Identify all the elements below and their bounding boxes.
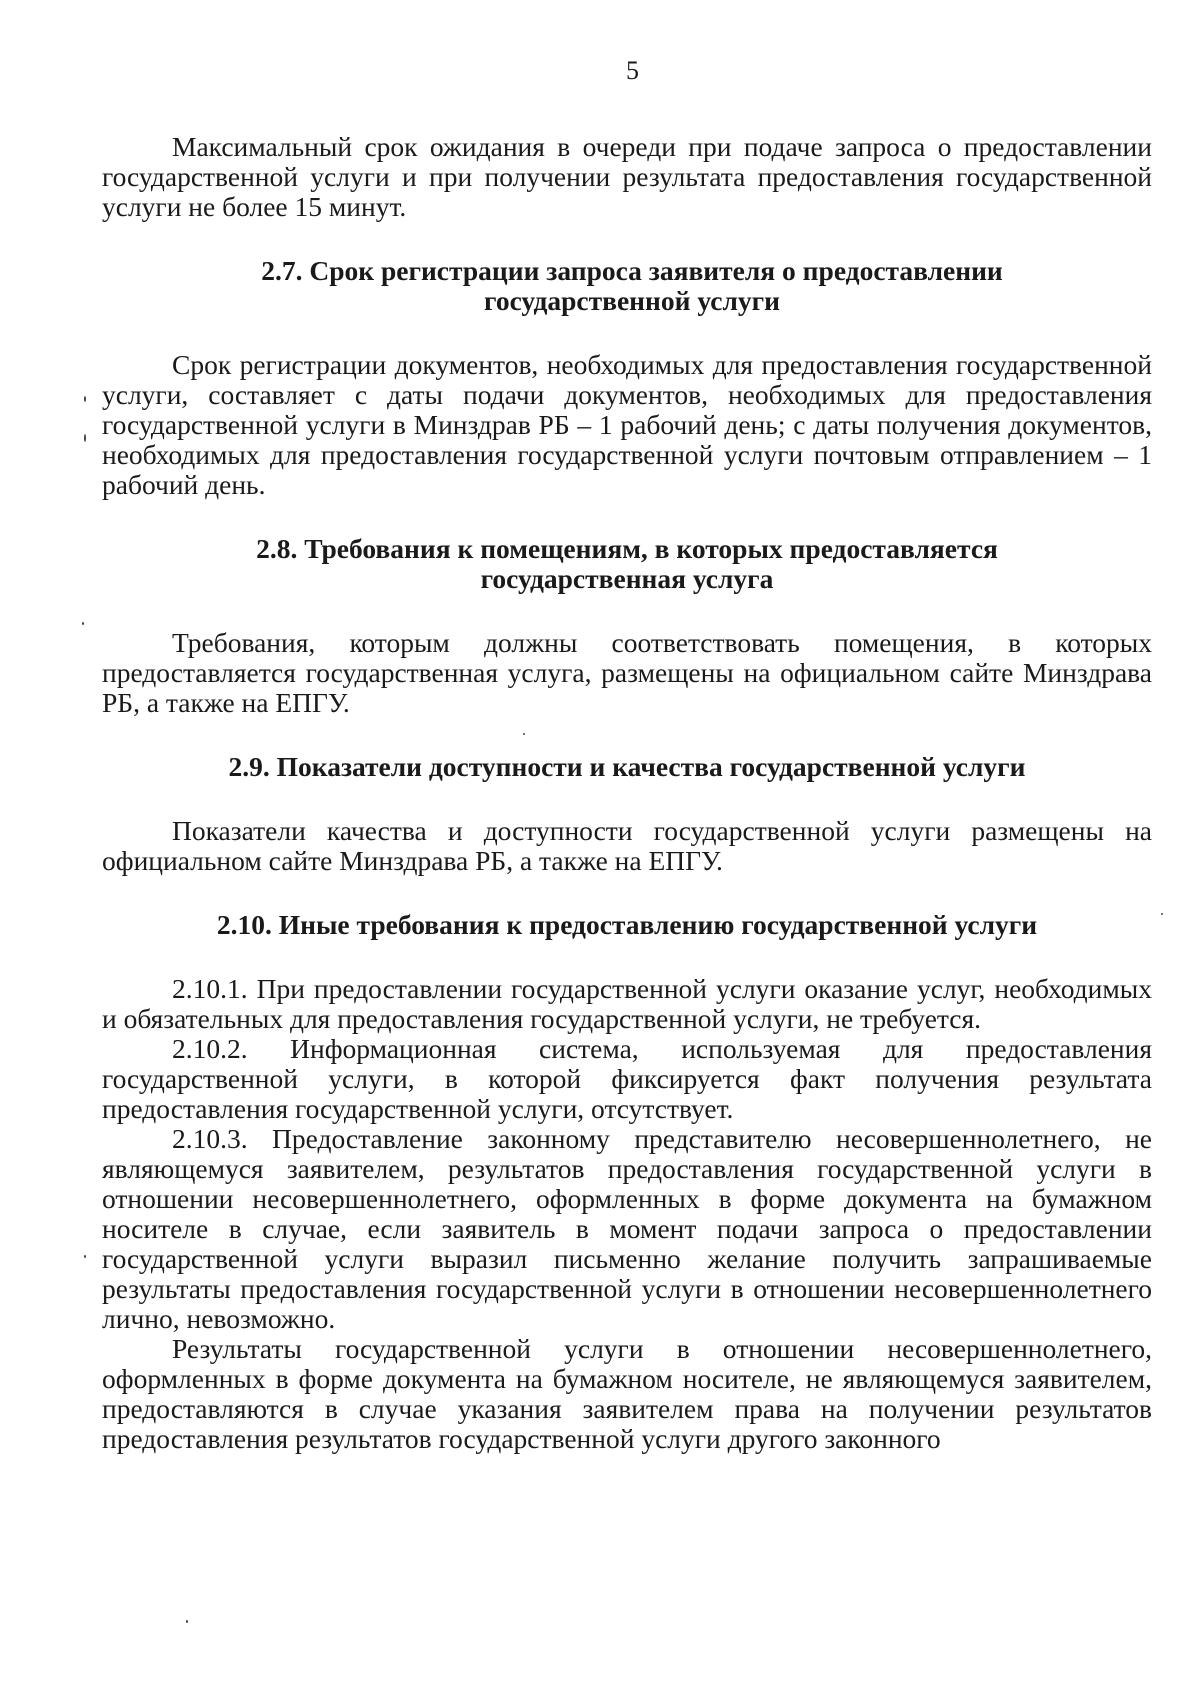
heading-2-7: 2.7. Срок регистрации запроса заявителя о предоставлении государственной услуги xyxy=(261,255,1003,316)
scan-speck xyxy=(1161,913,1163,915)
paragraph-registration-term: Срок регистрации документов, необходимых для предоставления государственной услуги, составляет с даты подачи документов, необходимых для предоставления государственной услуги в Минздрав РБ – 1 рабочий день; с даты получения документов, необходимых для предоставления государственной услуги почтовым отправлением – 1 рабочий день. xyxy=(102,349,1152,500)
heading-2-9: 2.9. Показатели доступности и качества государственной услуги xyxy=(228,751,1026,782)
scan-speck xyxy=(523,733,525,735)
document-body xyxy=(102,132,1152,1454)
paragraph-2-10-3: 2.10.3. Предоставление законному представителю несовершеннолетнего, не являющемуся заявителем, результатов предоставления государственной услуги в отношении несовершеннолетнего, оформленных в форме документа на бумажном носителе в случае, если заявитель в момент подачи запроса о предоставлении государственной услуги выразил письменно желание получить запрашиваемые результаты предоставления государственной услуги в отношении несовершеннолетнего лично, невозможно. xyxy=(102,1123,1152,1334)
scan-speck xyxy=(186,1620,188,1623)
scan-speck xyxy=(84,434,86,442)
heading-2-10: 2.10. Иные требования к предоставлению государственной услуги xyxy=(216,909,1038,940)
heading-2-8: 2.8. Требования к помещениям, в которых предоставляется государственная услуга xyxy=(256,533,998,594)
scan-speck xyxy=(82,622,84,625)
paragraph-2-10-2: 2.10.2. Информационная система, используемая для предоставления государственной услуги, в которой фиксируется факт получения результата предоставления государственной услуги, отсутствует. xyxy=(102,1033,1152,1124)
paragraph-2-10-1: 2.10.1. При предоставлении государственной услуги оказание услуг, необходимых и обязательных для предоставления государственной услуги, не требуется. xyxy=(102,973,1152,1034)
paragraph-waiting-time: Максимальный срок ожидания в очереди при подаче запроса о предоставлении государственной услуги и при получении результата предоставления государственной услуги не более 15 минут. xyxy=(102,131,1152,222)
paragraph-results-legal-representative: Результаты государственной услуги в отношении несовершеннолетнего, оформленных в форме документа на бумажном носителе, не являющемуся заявителем, предоставляются в случае указания заявителем права на получении результатов предоставления результатов государственной услуги другого законного xyxy=(102,1333,1152,1454)
scan-speck xyxy=(84,396,86,402)
paragraph-premises-requirements: Требования, которым должны соответствовать помещения, в которых предоставляется государственная услуга, размещены на официальном сайте Минздрава РБ, а также на ЕПГУ. xyxy=(102,627,1152,718)
scan-speck xyxy=(84,1255,86,1258)
page-number: 5 xyxy=(626,56,639,85)
paragraph-quality-indicators: Показатели качества и доступности государственной услуги размещены на официальном сайте Минздрава РБ, а также на ЕПГУ. xyxy=(102,815,1152,876)
